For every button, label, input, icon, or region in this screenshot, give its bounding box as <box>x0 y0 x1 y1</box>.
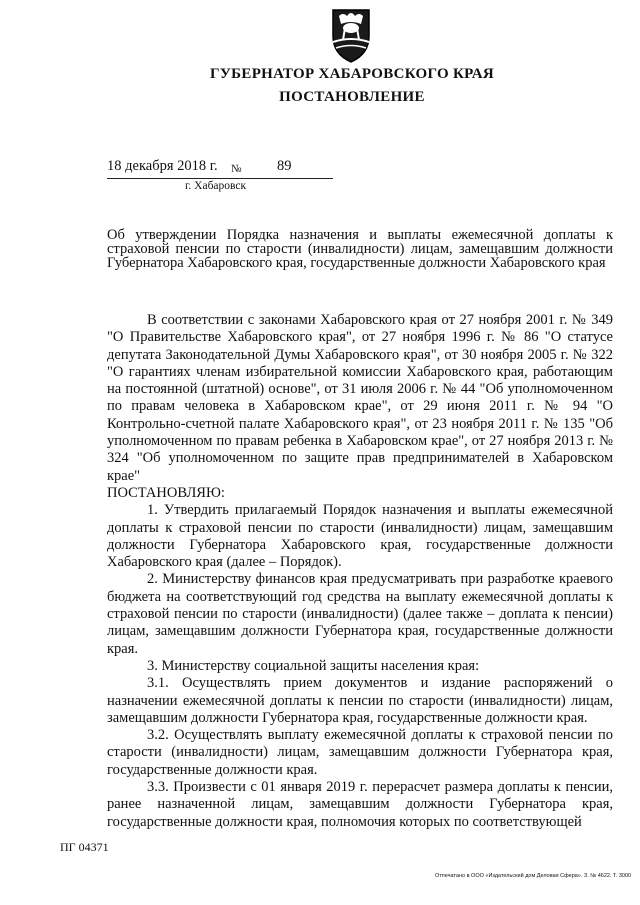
document-type-heading: ПОСТАНОВЛЕНИЕ <box>279 89 425 105</box>
clause-3-3: 3.3. Произвести с 01 января 2019 г. перерасчет размера доплаты к пенсии, ранее назначенной лицам, замещавшим должности Губернатора края, государственные должности края, полномочия которых по соответствующей <box>107 779 613 830</box>
form-code: ПГ 04371 <box>60 840 109 854</box>
resolve-heading: ПОСТАНОВЛЯЮ: <box>107 484 225 501</box>
clause-3-1: 3.1. Осуществлять прием документов и издание распоряжений о назначении ежемесячной доплаты к пенсии по старости (инвалидности) лицам, замещавшим должности Губернатора края, государственные должности края. <box>107 675 613 726</box>
document-title: Об утверждении Порядка назначения и выплаты ежемесячной доплаты к страховой пенсии по старости (инвалидности) лицам, замещавшим должности Губернатора Хабаровского края, государственные должности Хабаровского края <box>107 227 613 271</box>
date-underline <box>107 178 333 179</box>
clause-3-2: 3.2. Осуществлять выплату ежемесячной доплаты к страховой пенсии по старости (инвалидности) лицам, замещавшим должности Губернатора края, государственные должности края. <box>107 727 613 778</box>
document-body <box>107 312 613 831</box>
document-number: 89 <box>277 158 292 174</box>
printer-imprint: Отпечатано в ООО «Издательский дом Деловая Сфера». З. № 4622. Т. 3000 <box>435 873 632 879</box>
authority-heading: ГУБЕРНАТОР ХАБАРОВСКОГО КРАЯ <box>210 66 494 82</box>
document-city: г. Хабаровск <box>185 180 247 192</box>
clause-3: 3. Министерству социальной защиты населения края: <box>147 657 480 674</box>
coat-of-arms-icon <box>329 6 373 64</box>
document-date: 18 декабря 2018 г. <box>107 158 218 174</box>
clause-2: 2. Министерству финансов края предусматривать при разработке краевого бюджета на соответствующий год средства на выплату ежемесячной доплаты к страховой пенсии по старости (инвалидности) (далее также – доплата к пенсии) лицам, замещавшим должности Губернатора края, государственные должности края. <box>107 571 613 657</box>
clause-1: 1. Утвердить прилагаемый Порядок назначения и выплаты ежемесячной доплаты к страховой пенсии по старости (инвалидности) лицам, замещавшим должности Губернатора Хабаровского края, государственные должности Хабаровского края (далее – Порядок). <box>107 502 613 571</box>
number-label: № <box>231 163 242 175</box>
preamble-paragraph: В соответствии с законами Хабаровского края от 27 ноября 2001 г. № 349 "О Правительстве Хабаровского края", от 27 ноября 1996 г. № 86 "О статусе депутата Законодательной Думы Хабаровского края", от 30 ноября 2005 г. № 322 "О гарантиях членам избирательной комиссии Хабаровского края, работающим на постоянной (штатной) основе", от 31 июля 2006 г. № 44 "Об уполномоченном по правам человека в Хабаровском крае", от 29 июня 2011 г. № 94 "О Контрольно-счетной палате Хабаровского края", от 23 ноября 2011 г. № 135 "Об уполномоченном по правам ребенка в Хабаровском крае", от 27 ноября 2013 г. № 324 "Об уполномоченном по защите прав предпринимателей в Хабаровском крае" <box>107 312 613 484</box>
